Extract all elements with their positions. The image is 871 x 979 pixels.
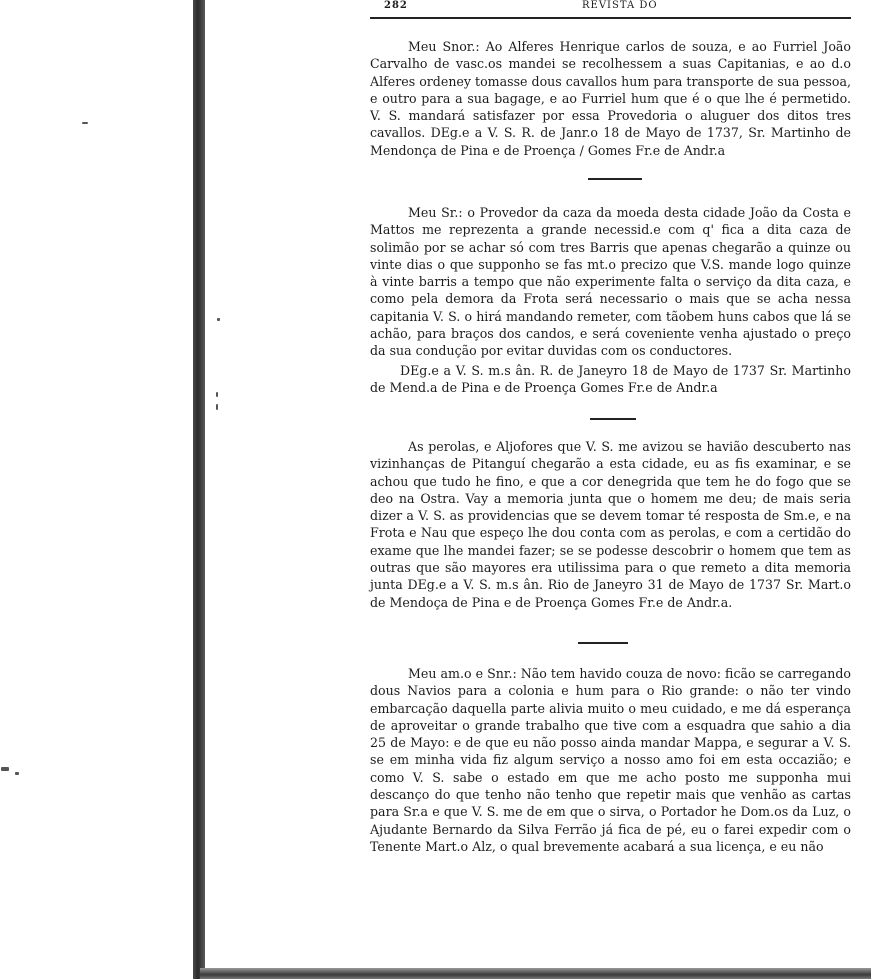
letter-3-paragraph: As perolas, e Aljofores que V. S. me avizou se havião descuberto nas vizinhanças de Pitanguí chegarão a esta cidade, eu as fis examinar, e se achou que tudo he fino, e que a cor denegrida que tem he do fogo que se deo na Ostra. Vay a memoria junta que o homem me deu; de mais seria dizer a V. S. as providencias que se devem tomar té resposta de Sm.e, e na Frota e Nau que espeço lhe dou conta com as perolas, e com a certidão do exame que lhe mandei fazer; se se podesse descobrir o homem que tem as outras que são mayores era utilissima para o que remeto a dita memoria junta DEg.e a V. S. m.s ân. Rio de Janeyro 31 de Mayo de 1737 Sr. Mart.o de Mendoça de Pina e de Proença Gomes Fr.e de Andr.a.	[370, 439, 851, 610]
letter-1-paragraph: Meu Snor.: Ao Alferes Henrique carlos de souza, e ao Furriel João Carvalho de vasc.os mandei se recolhessem a suas Capitanias, e ao d.o Alferes ordeney tomasse dous cavallos hum para transporte de sua pessoa, e outro para a sua bagage, e ao Furriel hum que é o que lhe é permetido. V. S. mandará satisfazer por essa Provedoria o aluguer dos ditos tres cavallos. DEg.e a V. S. R. de Janr.o 18 de Mayo de 1737, Sr. Martinho de Mendonça de Pina e de Proença / Gomes Fr.e de Andr.a	[370, 39, 851, 158]
margin-speck	[15, 772, 19, 775]
margin-speck	[216, 404, 218, 410]
page-bottom-edge	[200, 968, 871, 979]
margin-speck	[1, 767, 9, 771]
margin-speck	[217, 318, 220, 321]
section-separator	[588, 178, 642, 180]
page-header	[370, 0, 851, 19]
letter-4-paragraph: Meu am.o e Snr.: Não tem havido couza de novo: ficão se carregando dous Navios para a colonia e hum para o Rio grande: o não ter vindo embarcação daquella parte alivia muito o meu cuidado, e me dá esperança de aproveitar o grande trabalho que tive com a esquadra que sahio a dia 25 de Mayo: e de que eu não posso ainda mandar Mappa, e segurar a V. S. se em minha vida fiz algum serviço a nosso amo foi em esta occazião; e como V. S. sabe o estado em que me acho posto me supponha mui descanço do que tenho não tenho que repetir mais que venhão as cartas para Sr.a e que V. S. me de em que o sirva, o Portador he Dom.os da Luz, o Ajudante Bernardo da Silva Ferrão já fica de pé, eu o farei expedir com o Tenente Mart.o Alz, o qual brevemente acabará a sua licença, e eu não	[370, 666, 851, 854]
section-separator	[590, 418, 636, 420]
letter-2-signature: DEg.e a V. S. m.s ân. R. de Janeyro 18 de Mayo de 1737 Sr. Martinho de Mend.a de Pina e de Proença Gomes Fr.e de Andr.a	[370, 363, 851, 396]
letter-2-paragraph: Meu Sr.: o Provedor da caza da moeda desta cidade João da Costa e Mattos me reprezenta a grande necessid.e com q' fica a dita caza de solimão por se achar só com tres Barris que apenas chegarão a quinze ou vinte dias o que supponho se fas mt.o precizo que V.S. mande logo quinze à vinte barris a tempo que não experimente falta o serviço da dita caza, e como pela demora da Frota será necessario o mais que se acha nessa capitania V. S. o hirá mandando remeter, com tãobem huns cabos que lá se achão, para braços dos candos, e será coveniente venha ajustado o preço da sua condução por evitar duvidas com os conductores.	[370, 205, 851, 359]
margin-speck	[82, 122, 88, 124]
page-number: 282	[384, 0, 408, 11]
margin-speck	[216, 392, 218, 397]
section-separator	[578, 642, 628, 644]
book-binding-shadow	[193, 0, 205, 979]
running-title: REVISTA DO	[582, 0, 658, 11]
